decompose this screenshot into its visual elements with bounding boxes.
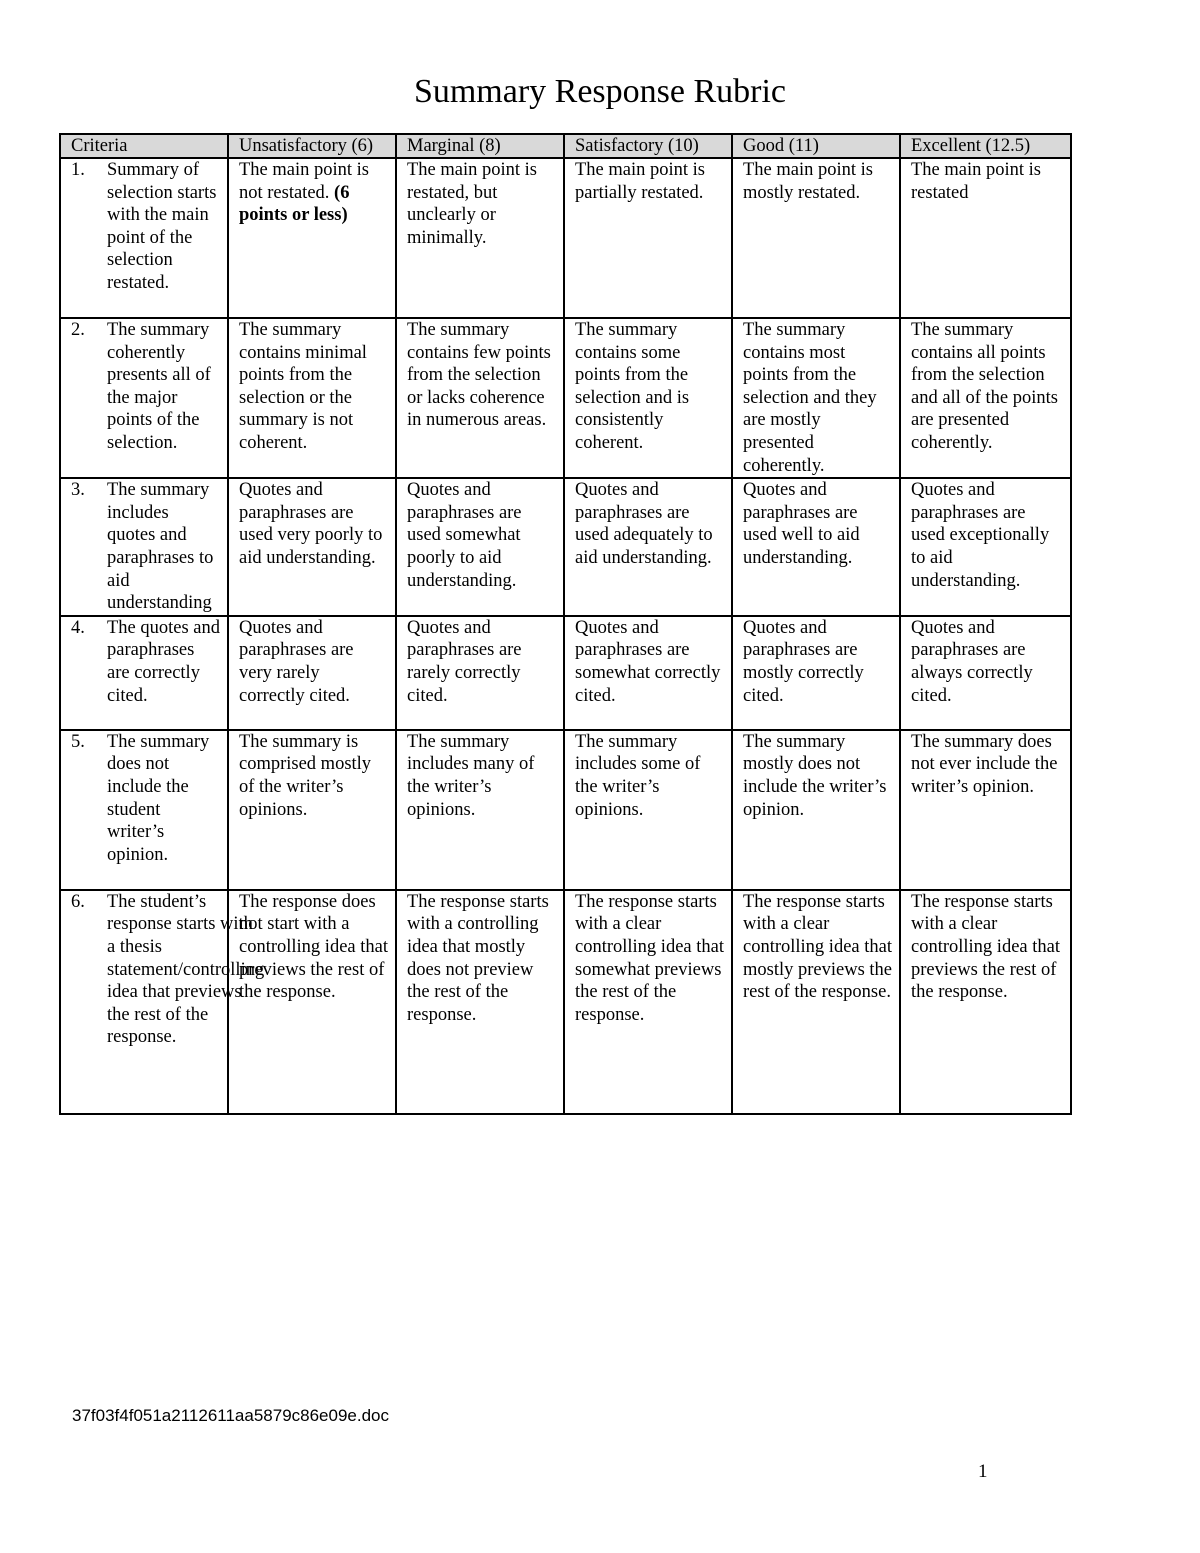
criteria-cell	[60, 890, 265, 1114]
satisfactory-cell: Quotes and paraphrases are used adequately to aid understanding.	[564, 478, 732, 616]
excellent-cell: The response starts with a clear controlling idea that previews the rest of the response.	[900, 890, 1071, 1114]
satisfactory-cell: The main point is partially restated.	[564, 158, 732, 318]
marginal-cell: The summary includes many of the writer’s opinions.	[396, 730, 564, 890]
footer-filename: 37f03f4f051a2112611aa5879c86e09e.doc	[72, 1406, 390, 1425]
criteria-number: 4.	[71, 617, 85, 638]
cell-bold-note: (6 points or less)	[239, 182, 350, 226]
unsatisfactory-cell: Quotes and paraphrases are very rarely correctly cited.	[228, 616, 396, 730]
page-number: 1	[978, 1461, 988, 1482]
criteria-number: 2.	[71, 320, 85, 340]
header-excellent: Excellent (12.5)	[900, 134, 1071, 158]
excellent-cell: The summary does not ever include the writer’s opinion.	[900, 730, 1071, 890]
satisfactory-cell: The response starts with a clear controlling idea that somewhat previews the rest of the response.	[564, 890, 732, 1114]
header-good: Good (11)	[732, 134, 900, 158]
header-satisfactory: Satisfactory (10)	[564, 134, 732, 158]
table-row	[60, 730, 1071, 890]
good-cell: Quotes and paraphrases are used well to aid understanding.	[732, 478, 900, 616]
table-row	[60, 890, 1071, 1114]
criteria-text: The quotes and paraphrases are correctly cited.	[107, 617, 221, 706]
criteria-cell	[60, 318, 228, 478]
criteria-cell	[60, 616, 228, 730]
criteria-text: Summary of selection starts with the main point of the selection restated.	[107, 160, 217, 293]
marginal-cell: The response starts with a controlling idea that mostly does not preview the rest of the response.	[396, 890, 564, 1114]
good-cell: The summary mostly does not include the writer’s opinion.	[732, 730, 900, 890]
unsatisfactory-cell: The summary contains minimal points from the selection or the summary is not coherent.	[228, 318, 396, 478]
rubric-table	[59, 133, 1072, 1115]
satisfactory-cell: Quotes and paraphrases are somewhat correctly cited.	[564, 616, 732, 730]
criteria-cell	[60, 158, 228, 318]
header-row	[60, 134, 1071, 158]
satisfactory-cell: The summary includes some of the writer’s opinions.	[564, 730, 732, 890]
excellent-cell: Quotes and paraphrases are used exceptionally to aid understanding.	[900, 478, 1071, 616]
criteria-cell	[60, 478, 228, 616]
criteria-number: 1.	[71, 160, 85, 180]
good-cell: Quotes and paraphrases are mostly correctly cited.	[732, 616, 900, 730]
excellent-cell: The summary contains all points from the selection and all of the points are presented coherently.	[900, 318, 1071, 478]
marginal-cell: Quotes and paraphrases are rarely correctly cited.	[396, 616, 564, 730]
table-row	[60, 318, 1071, 478]
marginal-cell: The main point is restated, but unclearly or minimally.	[396, 158, 564, 318]
unsatisfactory-cell: The summary is comprised mostly of the writer’s opinions.	[228, 730, 396, 890]
good-cell: The main point is mostly restated.	[732, 158, 900, 318]
cell-text: The main point is not restated.	[239, 160, 369, 203]
marginal-cell: Quotes and paraphrases are used somewhat poorly to aid understanding.	[396, 478, 564, 616]
criteria-number: 6.	[71, 891, 85, 912]
header-criteria: Criteria	[60, 134, 228, 158]
table-row	[60, 616, 1071, 730]
good-cell: The response starts with a clear controlling idea that mostly previews the rest of the response.	[732, 890, 900, 1114]
table-row	[60, 478, 1071, 616]
excellent-cell: The main point is restated	[900, 158, 1071, 318]
criteria-text: The summary includes quotes and paraphrases to aid understanding	[107, 480, 214, 614]
table-row	[60, 158, 1071, 318]
criteria-text: The summary coherently presents all of the major points of the selection.	[107, 320, 211, 453]
criteria-number: 3.	[71, 480, 85, 501]
criteria-text: The student’s response starts with a thesis statement/controlling idea that previews the rest of the response.	[107, 891, 265, 1048]
marginal-cell: The summary contains few points from the selection or lacks coherence in numerous areas.	[396, 318, 564, 478]
good-cell: The summary contains most points from the selection and they are mostly presented coherently.	[732, 318, 900, 478]
header-marginal: Marginal (8)	[396, 134, 564, 158]
unsatisfactory-cell	[228, 158, 396, 318]
criteria-number: 5.	[71, 731, 85, 752]
criteria-cell	[60, 730, 228, 890]
unsatisfactory-cell: Quotes and paraphrases are used very poorly to aid understanding.	[228, 478, 396, 616]
header-unsatisfactory: Unsatisfactory (6)	[228, 134, 396, 158]
criteria-text: The summary does not include the student writer’s opinion.	[107, 731, 210, 865]
page-title: Summary Response Rubric	[413, 73, 787, 110]
satisfactory-cell: The summary contains some points from the selection and is consistently coherent.	[564, 318, 732, 478]
unsatisfactory-cell: The response does not start with a controlling idea that previews the rest of the response.	[228, 890, 396, 1114]
excellent-cell: Quotes and paraphrases are always correctly cited.	[900, 616, 1071, 730]
